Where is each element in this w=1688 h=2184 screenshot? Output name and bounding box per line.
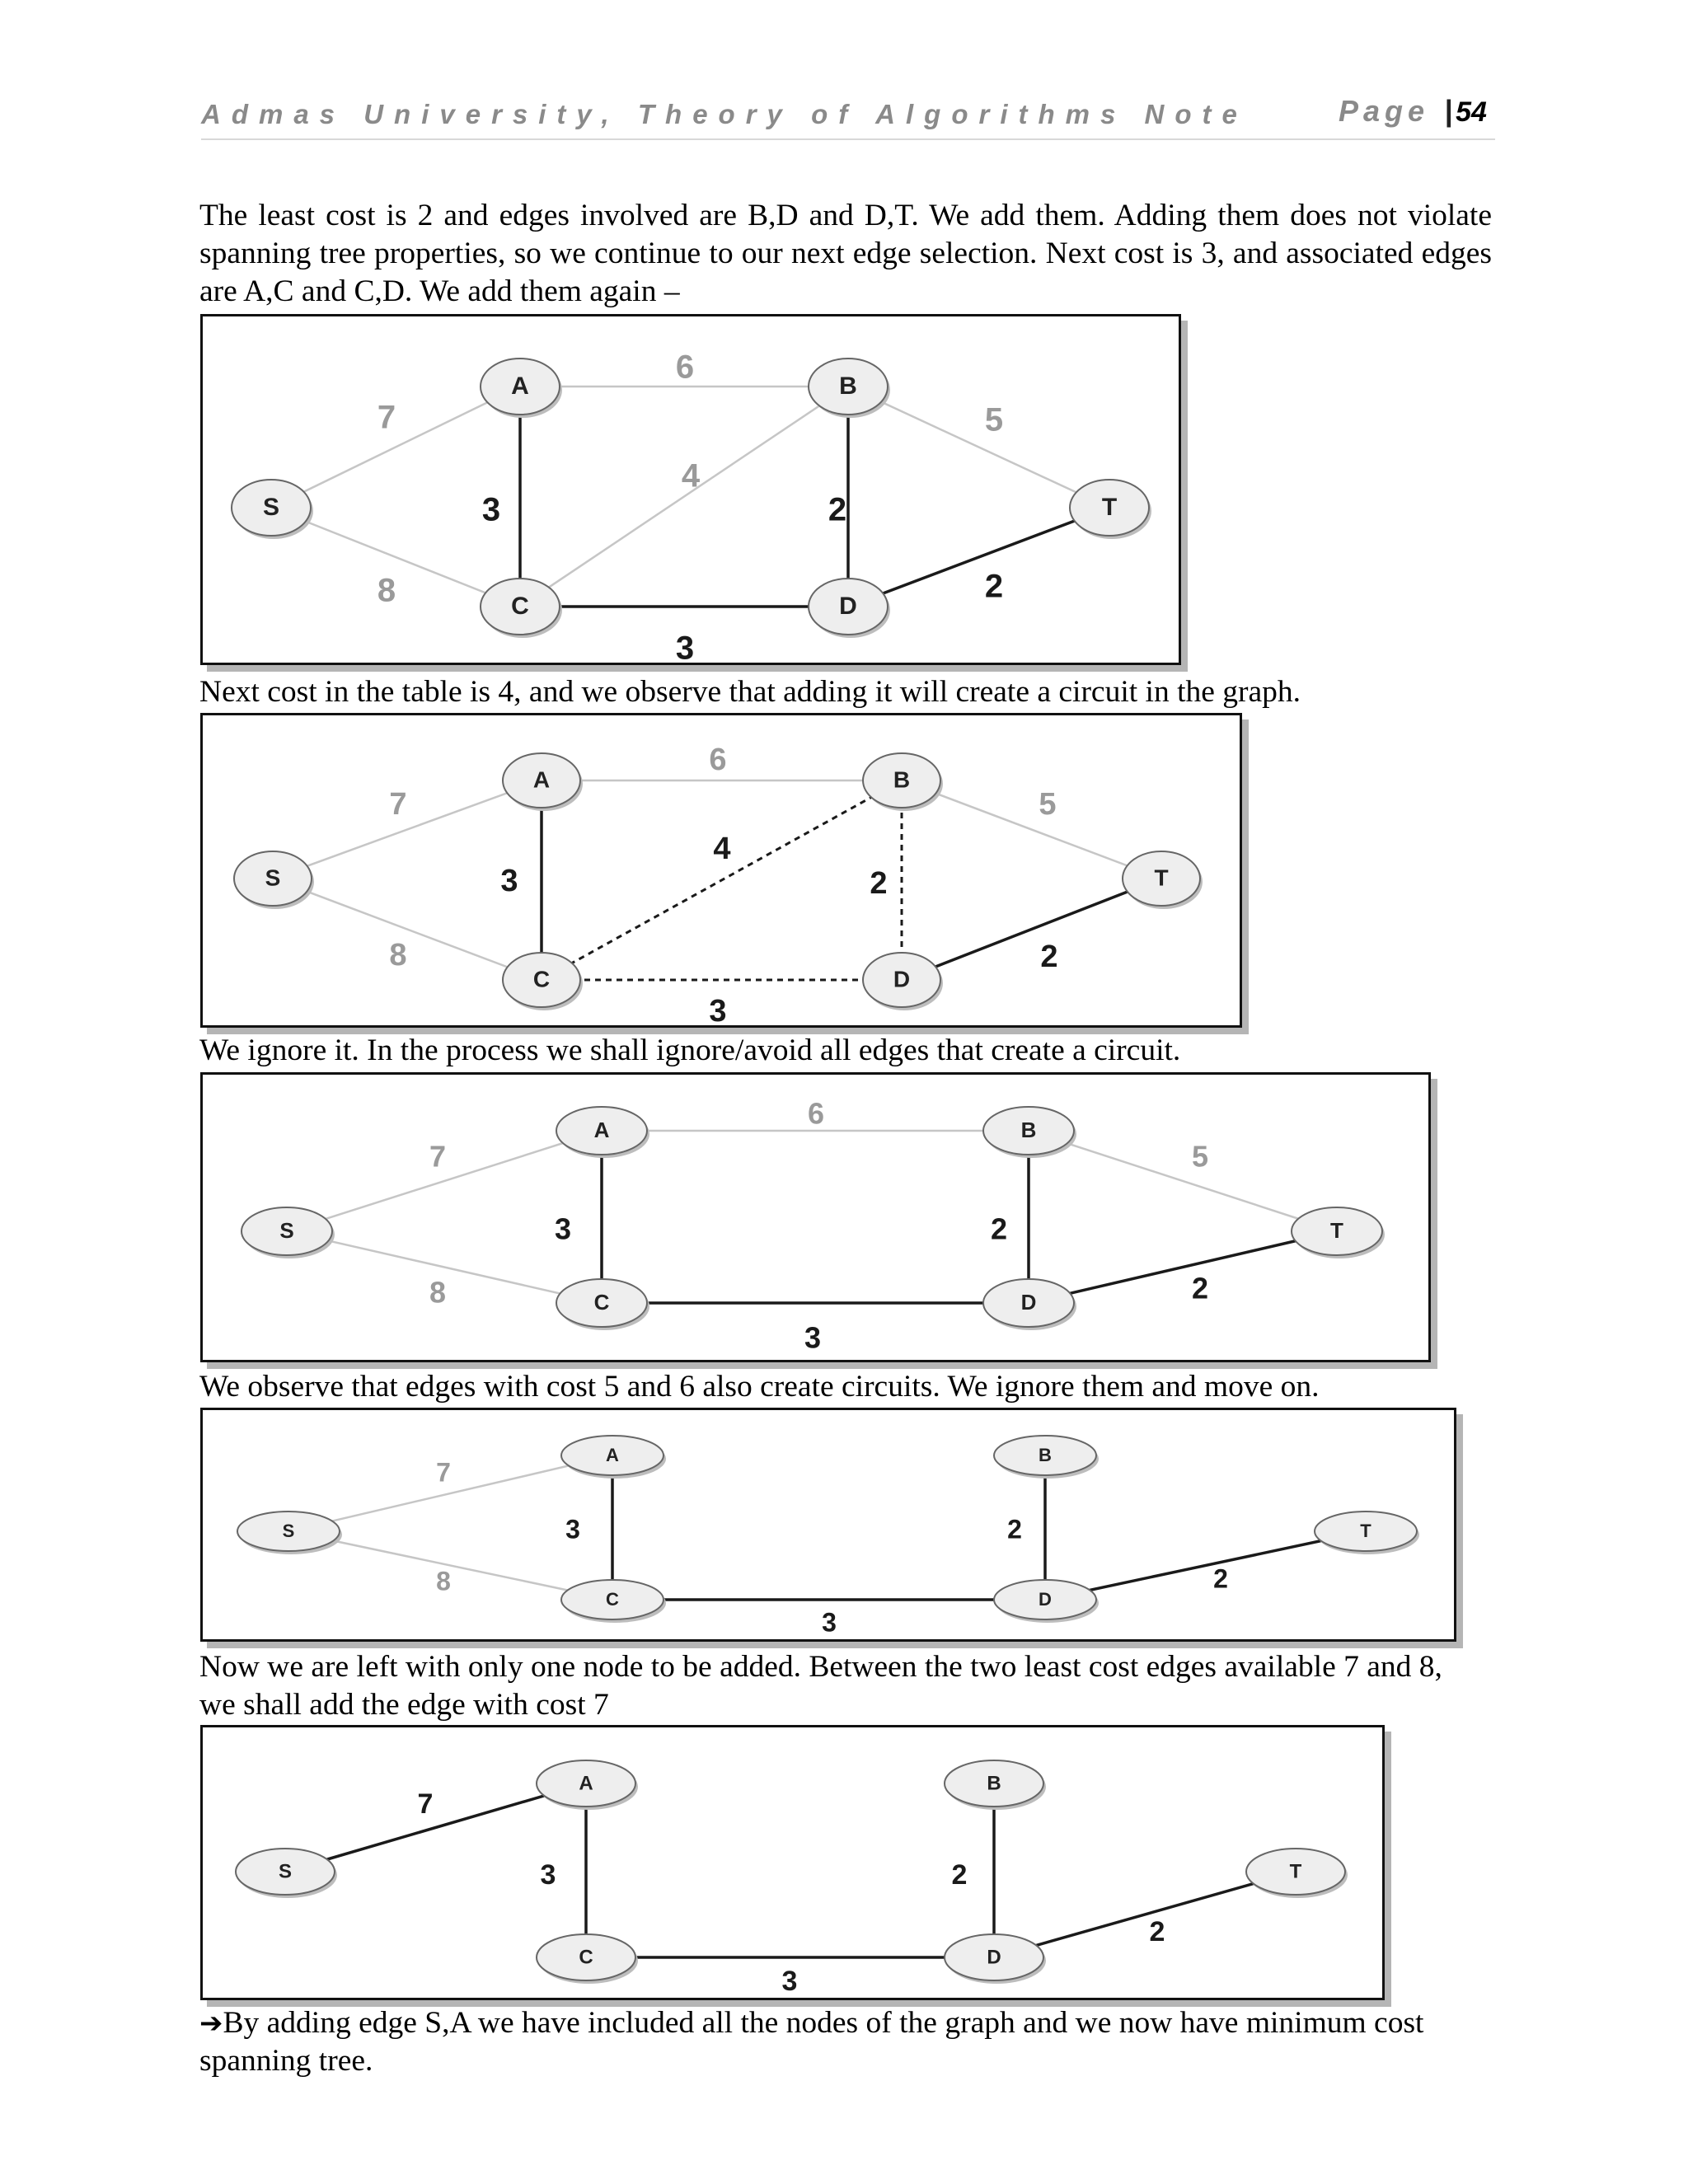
page-number-block: [1339, 94, 1487, 129]
edge-weight-d-t: 2: [1213, 1563, 1228, 1594]
paragraph-4: We observe that edges with cost 5 and 6 also create circuits. We ignore them and move on.: [199, 1370, 1320, 1404]
node-label: C: [606, 1588, 619, 1610]
graph-figure-3: [200, 1072, 1431, 1362]
edge-weight-b-d: 2: [828, 491, 847, 528]
node-label: A: [511, 372, 529, 400]
node-d: [994, 1580, 1099, 1623]
edge-weight-d-t: 2: [1149, 1915, 1165, 1947]
edge-c-b: [520, 387, 848, 607]
node-a: [481, 359, 562, 418]
graph-figure-4-svg: [203, 1410, 1454, 1639]
edge-weight-a-c: 3: [565, 1514, 580, 1544]
edge-weight-d-t: 2: [1191, 1271, 1209, 1305]
node-b: [994, 1436, 1099, 1479]
node-label: C: [511, 592, 529, 620]
node-label: C: [593, 1289, 610, 1315]
edges-layer: [288, 1455, 1366, 1637]
graph-figure-5: [200, 1725, 1385, 2000]
nodes-layer: [232, 359, 1151, 638]
node-label: A: [606, 1444, 619, 1465]
nodes-layer: [236, 1760, 1348, 1984]
edge-weight-c-b: 4: [681, 457, 701, 494]
edge-weight-s-a: 7: [429, 1139, 447, 1174]
node-s: [237, 1511, 342, 1554]
node-label: T: [1101, 493, 1118, 521]
edges-layer: [285, 1783, 1296, 1997]
nodes-layer: [241, 1107, 1385, 1330]
edge-weight-s-a: 7: [417, 1788, 434, 1820]
node-label: D: [839, 592, 857, 620]
edge-d-t: [902, 879, 1161, 980]
node-d: [983, 1279, 1076, 1330]
node-label: C: [532, 966, 551, 992]
edge-weight-s-a: 7: [436, 1457, 451, 1488]
node-c: [503, 953, 583, 1010]
node-label: S: [265, 865, 281, 891]
node-c: [561, 1580, 666, 1623]
graph-figure-1-svg: [203, 316, 1179, 663]
node-label: T: [1154, 865, 1169, 891]
edge-weight-s-c: 8: [429, 1275, 447, 1310]
node-label: T: [1289, 1860, 1302, 1883]
node-label: B: [1020, 1117, 1037, 1142]
edge-b-t: [1029, 1131, 1337, 1231]
edge-weight-s-a: 7: [377, 399, 396, 436]
node-label: B: [893, 766, 911, 793]
edge-d-t: [994, 1872, 1296, 1957]
node-b: [945, 1760, 1046, 1810]
node-label: D: [893, 966, 911, 992]
node-t: [1246, 1849, 1348, 1898]
node-c: [537, 1934, 638, 1984]
node-label: S: [282, 1520, 295, 1541]
node-label: A: [579, 1772, 593, 1795]
edge-weight-a-c: 3: [481, 491, 501, 528]
paragraph-6: [199, 2004, 1493, 2080]
paragraph-2: Next cost in the table is 4, and we observe that adding it will create a circuit in the graph.: [199, 675, 1301, 709]
node-t: [1292, 1207, 1385, 1258]
node-s: [236, 1849, 337, 1898]
edge-weight-b-d: 2: [990, 1212, 1008, 1246]
node-label: B: [987, 1772, 1001, 1795]
edge-b-t: [902, 780, 1161, 879]
node-label: D: [1020, 1289, 1037, 1315]
edge-weight-b-d: 2: [1007, 1514, 1022, 1544]
edge-d-t: [1029, 1231, 1337, 1303]
graph-figure-3-svg: [203, 1075, 1428, 1360]
graph-figure-2: [200, 713, 1242, 1028]
node-label: D: [1039, 1588, 1052, 1610]
edge-weight-b-t: 5: [1039, 787, 1057, 823]
node-b: [809, 359, 890, 418]
edges-layer: [287, 1097, 1337, 1355]
edge-weight-d-t: 2: [1040, 940, 1058, 975]
edge-weight-c-b: 4: [713, 832, 731, 867]
edge-weight-c-d: 3: [675, 630, 695, 663]
edge-weight-c-d: 3: [804, 1320, 822, 1355]
nodes-layer: [237, 1436, 1419, 1623]
edge-weight-a-b: 6: [807, 1096, 825, 1131]
node-label: S: [279, 1217, 294, 1243]
graph-figure-5-svg: [203, 1727, 1382, 1998]
node-label: S: [278, 1860, 293, 1883]
node-a: [503, 753, 583, 811]
header-rule: [201, 138, 1495, 140]
paragraph-1: The least cost is 2 and edges involved are B,D and D,T. We add them. Adding them does not violate spanning tree properties, so we continue to our next edge selection. Next cost is 3, and associated edges are A,C and C,D. We add them again –: [199, 199, 1492, 308]
edge-weight-s-a: 7: [389, 787, 407, 823]
edge-weight-b-t: 5: [1191, 1139, 1209, 1174]
graph-figure-1: [200, 314, 1181, 665]
node-label: T: [1330, 1217, 1343, 1243]
edges-layer: [273, 743, 1161, 1025]
graph-figure-4: [200, 1408, 1456, 1642]
running-header-title: Admas University, Theory of Algorithms Note: [201, 99, 1248, 129]
edge-c-b: [542, 780, 902, 980]
paragraph-5: Now we are left with only one node to be added. Between the two least cost edges available 7 and 8, we shall add the edge with cost 7: [199, 1650, 1442, 1722]
edge-b-t: [848, 387, 1109, 508]
node-s: [234, 851, 314, 909]
edge-weight-a-b: 6: [675, 349, 695, 386]
node-b: [983, 1107, 1076, 1158]
paragraph-3: We ignore it. In the process we shall ignore/avoid all edges that create a circuit.: [199, 1033, 1181, 1067]
node-label: C: [579, 1946, 593, 1969]
edge-weight-a-c: 3: [554, 1212, 572, 1246]
edge-weight-s-c: 8: [377, 572, 396, 609]
graph-figure-2-svg: [203, 715, 1240, 1025]
node-c: [556, 1279, 649, 1330]
node-label: T: [1360, 1520, 1372, 1541]
node-label: B: [1039, 1444, 1052, 1465]
arrow-icon: ➔: [199, 2007, 223, 2040]
node-d: [863, 953, 943, 1010]
edge-d-t: [848, 508, 1109, 607]
node-t: [1315, 1511, 1419, 1554]
edge-weight-a-c: 3: [540, 1858, 556, 1891]
page-number: 54: [1456, 96, 1487, 128]
node-d: [809, 579, 890, 638]
node-b: [863, 753, 943, 811]
edge-weight-s-c: 8: [436, 1566, 451, 1596]
node-s: [232, 480, 313, 539]
page-word: Page: [1339, 94, 1430, 128]
node-a: [561, 1436, 666, 1479]
node-t: [1123, 851, 1203, 909]
page-separator: |: [1444, 94, 1453, 128]
edge-weight-c-d: 3: [709, 994, 727, 1025]
edge-weight-c-d: 3: [781, 1965, 798, 1997]
edge-weight-c-d: 3: [822, 1607, 837, 1638]
edge-weight-d-t: 2: [984, 568, 1004, 605]
edge-d-t: [1045, 1531, 1366, 1600]
edge-weight-b-t: 5: [984, 401, 1004, 438]
node-s: [241, 1207, 335, 1258]
node-label: B: [839, 372, 857, 400]
node-c: [481, 579, 562, 638]
edges-layer: [271, 349, 1109, 663]
node-label: A: [532, 766, 551, 793]
node-a: [537, 1760, 638, 1810]
edge-weight-b-d: 2: [951, 1858, 968, 1891]
edge-s-a: [285, 1783, 586, 1872]
edge-weight-b-d: 2: [870, 866, 888, 902]
node-label: D: [987, 1946, 1001, 1969]
node-label: S: [262, 493, 280, 521]
node-t: [1070, 480, 1151, 539]
edge-weight-s-c: 8: [389, 938, 407, 973]
paragraph-6-text: By adding edge S,A we have included all the nodes of the graph and we now have minimum cost spanning tree.: [199, 2006, 1424, 2078]
node-label: A: [593, 1117, 610, 1142]
node-d: [945, 1934, 1046, 1984]
edge-weight-a-c: 3: [500, 864, 518, 899]
edge-weight-a-b: 6: [709, 743, 727, 778]
node-a: [556, 1107, 649, 1158]
